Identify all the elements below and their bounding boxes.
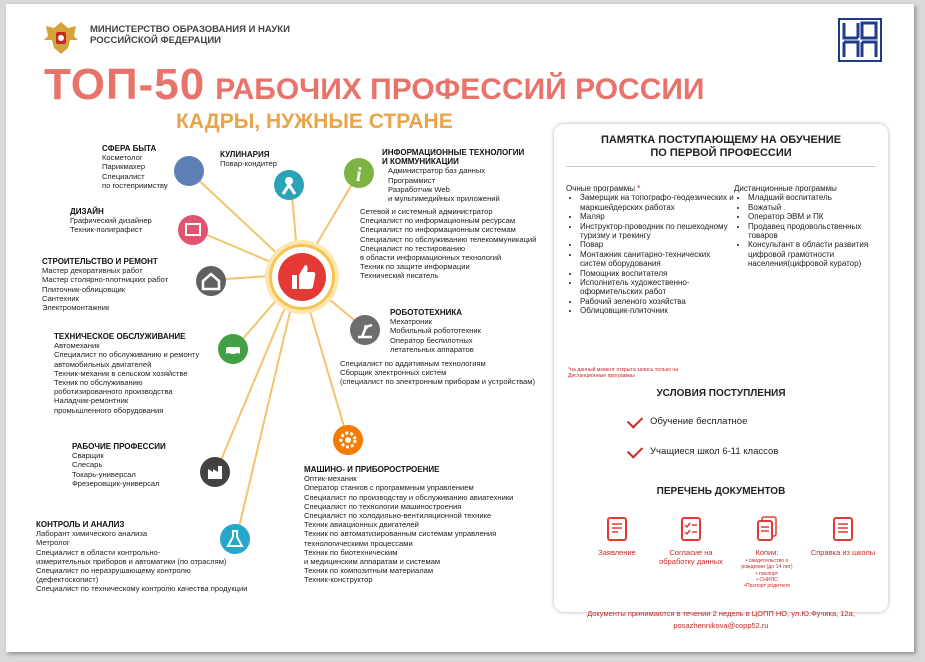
copies-item: • СНИЛС	[756, 576, 778, 583]
section-rabochie	[72, 442, 166, 488]
poster	[6, 4, 914, 652]
documents-title: ПЕРЕЧЕНЬ ДОКУМЕНТОВ	[656, 486, 786, 497]
note-line: Дистанционные программы	[568, 373, 635, 379]
section-title: И КОММУНИКАЦИИ	[382, 157, 459, 167]
ochnye-title: Очные программы	[566, 184, 636, 193]
program-item: • Облицовщик-плиточник	[580, 306, 734, 315]
footer-email: posazhennikova@copp52.ru	[673, 621, 769, 630]
section-title: РАБОЧИЕ ПРОФЕССИИ	[72, 442, 166, 451]
copies-doc-icon	[756, 516, 778, 542]
doc-school-certificate: Справка из школы	[810, 548, 876, 557]
profession-item: автомобильных двигателей	[54, 359, 152, 369]
divider	[566, 166, 876, 167]
application-doc-icon	[606, 516, 628, 542]
memo-title-line: ПАМЯТКА ПОСТУПАЮЩЕМУ НА ОБУЧЕНИЕ	[600, 134, 842, 146]
profession-item: Мастер столярно-плотницких работ	[42, 275, 169, 285]
profession-item: (дефектоскопист)	[36, 575, 99, 585]
program-item: • Повар	[580, 240, 734, 249]
footer-info	[554, 608, 888, 632]
profession-item: Плиточник-облицовщик	[42, 284, 126, 294]
check-icon	[627, 442, 643, 458]
copies-item: рождении (до 14 лет)	[741, 564, 793, 571]
profession-item: Техник по обслуживанию	[54, 378, 143, 388]
section-title: СФЕРА БЫТА	[102, 144, 157, 153]
profession-item: Графический дизайнер	[70, 216, 152, 226]
profession-item: Слесарь	[72, 460, 103, 470]
profession-item: Техник по защите информации	[360, 262, 470, 272]
svg-text:i: i	[356, 164, 362, 186]
profession-item: Технический писатель	[360, 271, 439, 281]
thumbs-up-icon	[278, 253, 326, 301]
profession-item: Техник-конструктор	[304, 575, 373, 585]
profession-item: Лаборант химического анализа	[36, 529, 148, 539]
section-title: МАШИНО- И ПРИБОРОСТРОЕНИЕ	[304, 465, 440, 474]
footer-line: Документы принимаются в течении 2 недель в ЦОПП НО, ул.Ю.Фучика, 12а,	[587, 609, 855, 618]
certificate-doc-icon	[832, 516, 854, 542]
program-item: • Продавец продовольственных товаров	[748, 222, 882, 241]
note-line: *на данный момент открыта запись только на	[568, 367, 679, 373]
gear-icon	[333, 425, 363, 455]
check-icon	[627, 412, 643, 428]
profession-item: Программист	[388, 175, 436, 185]
profession-item: Сборщик электронных систем	[340, 368, 447, 378]
program-item: • Вожатый	[748, 203, 882, 212]
program-item: • Монтажник санитарно-технических систем оборудования	[580, 250, 734, 269]
profession-item: промышленного оборудования	[54, 405, 164, 415]
profession-item: по гостеприимству	[102, 180, 168, 190]
memo-title-line: ПО ПЕРВОЙ ПРОФЕССИИ	[650, 147, 792, 159]
ochnye-programs	[566, 184, 734, 316]
checklist-doc-icon	[680, 516, 702, 542]
memo-panel	[554, 124, 888, 612]
ochnye-star: *	[637, 184, 641, 193]
section-title: КОНТРОЛЬ И АНАЛИЗ	[36, 520, 125, 529]
section-it-continued	[360, 207, 536, 281]
profession-item: Специалист по техническому контролю качества продукции	[36, 584, 248, 594]
program-item: • Исполнитель художественно-оформительских работ	[580, 278, 734, 297]
memo-title	[554, 134, 888, 160]
ministry-line: МИНИСТЕРСТВО ОБРАЗОВАНИЯ И НАУКИ	[90, 24, 290, 35]
profession-item: Техник по биотехническим	[304, 547, 398, 557]
profession-item: Специалист по обслуживанию телекоммуникаций	[360, 234, 537, 244]
program-item: • Оператор ЭВМ и ПК	[748, 212, 882, 221]
profession-item: Сантехник	[42, 293, 79, 303]
profession-item: роботизированного производства	[54, 387, 173, 397]
title-big: ТОП-50	[44, 60, 206, 109]
doc-application: Заявление	[598, 548, 636, 557]
profession-item: Сетевой и системный администратор	[360, 207, 493, 216]
profession-item: Специалист по неразрушающему контролю	[36, 566, 191, 576]
profession-item: Оператор станков с программным управлением	[304, 483, 474, 493]
robot-arm-icon	[350, 315, 380, 345]
doc-copies: Копии:	[755, 548, 779, 557]
section-it	[382, 148, 524, 203]
profession-item: Специалист	[102, 171, 145, 181]
profession-item: Администратор баз данных	[388, 166, 486, 176]
profession-item: технологическими процессами	[304, 538, 413, 548]
program-item: • Маляр	[580, 212, 734, 221]
design-icon	[178, 215, 208, 245]
profession-item: Разработчик Web	[388, 184, 450, 194]
program-item: • Помощник воспитателя	[580, 269, 734, 278]
car-service-icon	[218, 334, 248, 364]
profession-item: Повар-кондитер	[220, 159, 277, 169]
profession-item: Техник-механик в сельском хозяйстве	[54, 368, 188, 378]
distance-programs	[734, 184, 882, 269]
subtitle: КАДРЫ, НУЖНЫЕ СТРАНЕ	[176, 110, 453, 133]
profession-item: Специалист по аддитивным технологиям	[340, 359, 486, 368]
profession-item: Метролог	[36, 538, 70, 548]
profession-item: Мобильный робототехник	[390, 326, 481, 336]
profession-item: в области информационных технологий	[360, 253, 502, 263]
condition-item: Учащиеся школ 6-11 классов	[650, 446, 779, 457]
program-item: • Инструктор-проводник по пешеходному туризму и трекингу	[580, 222, 734, 241]
section-title: ИНФОРМАЦИОННЫЕ ТЕХНОЛОГИИ	[382, 148, 525, 157]
profession-item: Оптик-механик	[304, 474, 357, 484]
section-title: ДИЗАЙН	[70, 207, 104, 216]
profession-item: Специалист по производству и обслуживанию авиатехники	[304, 492, 514, 502]
section-mashinostroenie	[304, 465, 513, 585]
profession-item: Техник-полиграфист	[70, 225, 143, 235]
thumbs-up-hub	[269, 244, 335, 310]
profession-item: Парикмахер	[102, 162, 146, 172]
profession-item: и медицинским аппаратам и системам	[304, 557, 441, 567]
section-robototehnika-continued	[340, 359, 535, 387]
profession-item: Оператор беспилотных	[390, 335, 473, 345]
doc-consent: Согласие на обработку данных	[659, 548, 723, 566]
enrollment-note	[568, 367, 678, 379]
section-kontrol	[36, 520, 248, 594]
doc-copies-list	[730, 558, 804, 589]
profession-item: Мехатроник	[390, 317, 432, 327]
section-tech-obsluzhivanie	[54, 332, 199, 415]
profession-item: Специалист по холодильно-вентиляционной технике	[304, 511, 492, 521]
distance-title: Дистанционные программы	[734, 184, 837, 193]
copp-logo	[838, 18, 882, 62]
section-title: СТРОИТЕЛЬСТВО И РЕМОНТ	[42, 257, 158, 266]
profession-item: Техник по автоматизированным системам управления	[304, 529, 497, 539]
profession-item: Специалист по технологии машиностроения	[304, 501, 462, 511]
ministry-line: РОССИЙСКОЙ ФЕДЕРАЦИИ	[90, 35, 222, 46]
profession-item: Электромонтажник	[42, 303, 110, 313]
copies-item: •Паспорт родителя	[744, 583, 790, 590]
section-title: РОБОТОТЕХНИКА	[390, 308, 463, 317]
profession-item: летательных аппаратов	[390, 344, 474, 354]
condition-item: Обучение бесплатное	[650, 416, 748, 427]
profession-item: Техник по композитным материалам	[304, 566, 434, 576]
profession-item: Специалист по информационным системам	[360, 225, 516, 235]
people-icon	[174, 156, 204, 186]
profession-item: (специалист по электронным приборам и устройствам)	[340, 377, 535, 387]
copies-item: • свидетельство о	[745, 558, 789, 564]
section-dizain	[70, 207, 152, 235]
section-stroitelstvo	[42, 257, 168, 312]
house-icon	[196, 266, 226, 296]
title-rest: РАБОЧИХ ПРОФЕССИЙ РОССИИ	[215, 73, 705, 106]
section-sfera-byta	[102, 144, 168, 190]
section-kulinaria	[220, 150, 277, 168]
profession-item: Косметолог	[102, 153, 143, 163]
ochnye-heading	[566, 184, 734, 193]
section-title: КУЛИНАРИЯ	[220, 150, 270, 159]
profession-item: измерительных приборов и автоматики (по отраслям)	[36, 556, 227, 566]
profession-item: Мастер декоративных работ	[42, 266, 143, 276]
factory-icon	[200, 457, 230, 487]
profession-item: Токарь-универсал	[72, 469, 136, 479]
profession-item: Сварщик	[72, 451, 104, 461]
conditions-title: УСЛОВИЯ ПОСТУПЛЕНИЯ	[656, 388, 786, 399]
copies-item: • паспорт	[755, 570, 779, 577]
program-item: • Консультант в области развития цифровой грамотности населения(цифровой куратор)	[748, 240, 882, 268]
profession-item: и мультимедийных приложений	[388, 194, 500, 204]
program-item: • Младший воспитатель	[748, 193, 882, 202]
profession-item: Специалист по обслуживанию и ремонту	[54, 350, 200, 360]
profession-item: Наладчик-ремонтник	[54, 396, 129, 406]
info-icon	[344, 158, 374, 188]
section-title: ТЕХНИЧЕСКОЕ ОБСЛУЖИВАНИЕ	[54, 332, 186, 341]
chef-icon	[274, 170, 304, 200]
profession-item: Специалист по информационным ресурсам	[360, 216, 516, 226]
section-robototehnika	[390, 308, 481, 354]
program-item: • Рабочий зеленого хозяйства	[580, 297, 734, 306]
profession-item: Специалист по тестированию	[360, 243, 466, 253]
profession-item: Специалист в области контрольно-	[36, 547, 161, 557]
profession-item: Техник авиационных двигателей	[304, 520, 419, 530]
program-item: • Замерщик на топографо-геодезических и маркшейдерских работах	[580, 193, 734, 212]
profession-item: Фрезеровщик-универсал	[72, 478, 160, 488]
profession-item: Автомеханик	[54, 341, 100, 351]
